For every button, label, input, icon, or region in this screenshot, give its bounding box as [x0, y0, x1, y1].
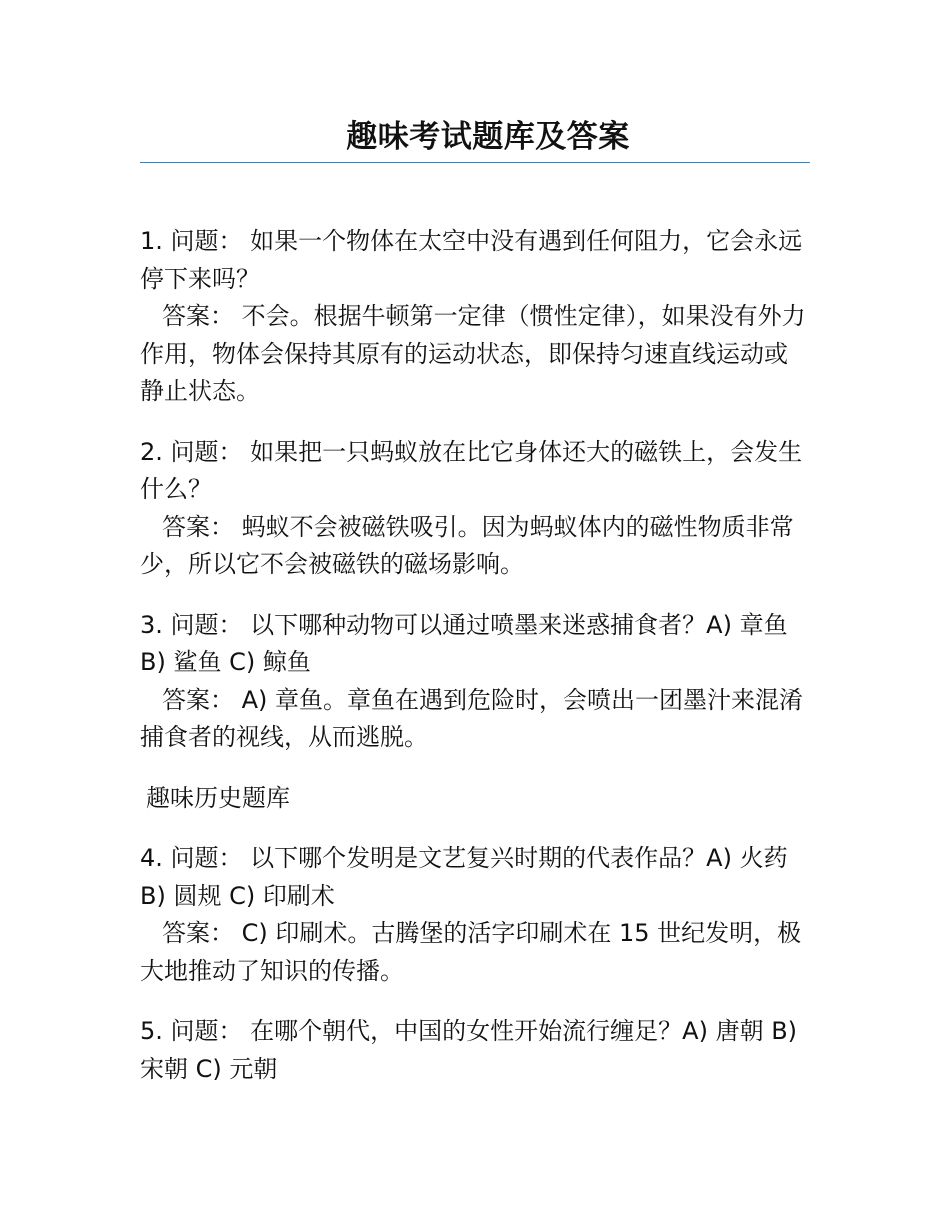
answer-paragraph	[140, 682, 810, 757]
answer-text: 不会。根据牛顿第一定律（惯性定律），如果没有外力作用，物体会保持其原有的运动状态，即保持匀速直线运动或静止状态。	[140, 302, 806, 405]
question-text: 4. 问题： 以下哪个发明是文艺复兴时期的代表作品？A) 火药 B) 圆规 C) 印刷术	[140, 844, 788, 910]
answer-paragraph	[140, 298, 810, 411]
qa-item-2	[140, 434, 810, 584]
qa-item-4	[140, 840, 810, 990]
question-text: 3. 问题： 以下哪种动物可以通过喷墨来迷惑捕食者？A) 章鱼 B) 鲨鱼 C) 鲸鱼	[140, 610, 788, 676]
answer-text: 蚂蚁不会被磁铁吸引。因为蚂蚁体内的磁性物质非常少，所以它不会被磁铁的磁场影响。	[140, 512, 794, 578]
answer-text: C) 印刷术。古腾堡的活字印刷术在 15 世纪发明，极大地推动了知识的传播。	[140, 919, 802, 985]
answer-label: 答案：	[162, 685, 234, 714]
question-text: 2. 问题： 如果把一只蚂蚁放在比它身体还大的磁铁上，会发生什么？	[140, 437, 803, 503]
question-text: 1. 问题： 如果一个物体在太空中没有遇到任何阻力，它会永远停下来吗？	[140, 227, 803, 293]
answer-label: 答案：	[162, 302, 234, 330]
qa-item-5	[140, 1013, 810, 1088]
answer-text: A) 章鱼。章鱼在遇到危险时，会喷出一团墨汁来混淆捕食者的视线，从而逃脱。	[140, 685, 804, 751]
qa-item-1	[140, 223, 810, 411]
answer-paragraph	[140, 915, 810, 990]
answer-label: 答案：	[162, 512, 234, 541]
document-page	[140, 0, 810, 1111]
question-text: 5. 问题： 在哪个朝代，中国的女性开始流行缠足？A) 唐朝 B) 宋朝 C) 元朝	[140, 1017, 798, 1083]
document-body	[140, 223, 810, 1088]
answer-paragraph	[140, 509, 810, 584]
answer-label: 答案：	[162, 919, 234, 947]
document-title: 趣味考试题库及答案	[346, 119, 630, 155]
section-heading: 趣味历史题库	[146, 783, 290, 812]
qa-item-3	[140, 607, 810, 757]
title-divider	[140, 162, 810, 163]
